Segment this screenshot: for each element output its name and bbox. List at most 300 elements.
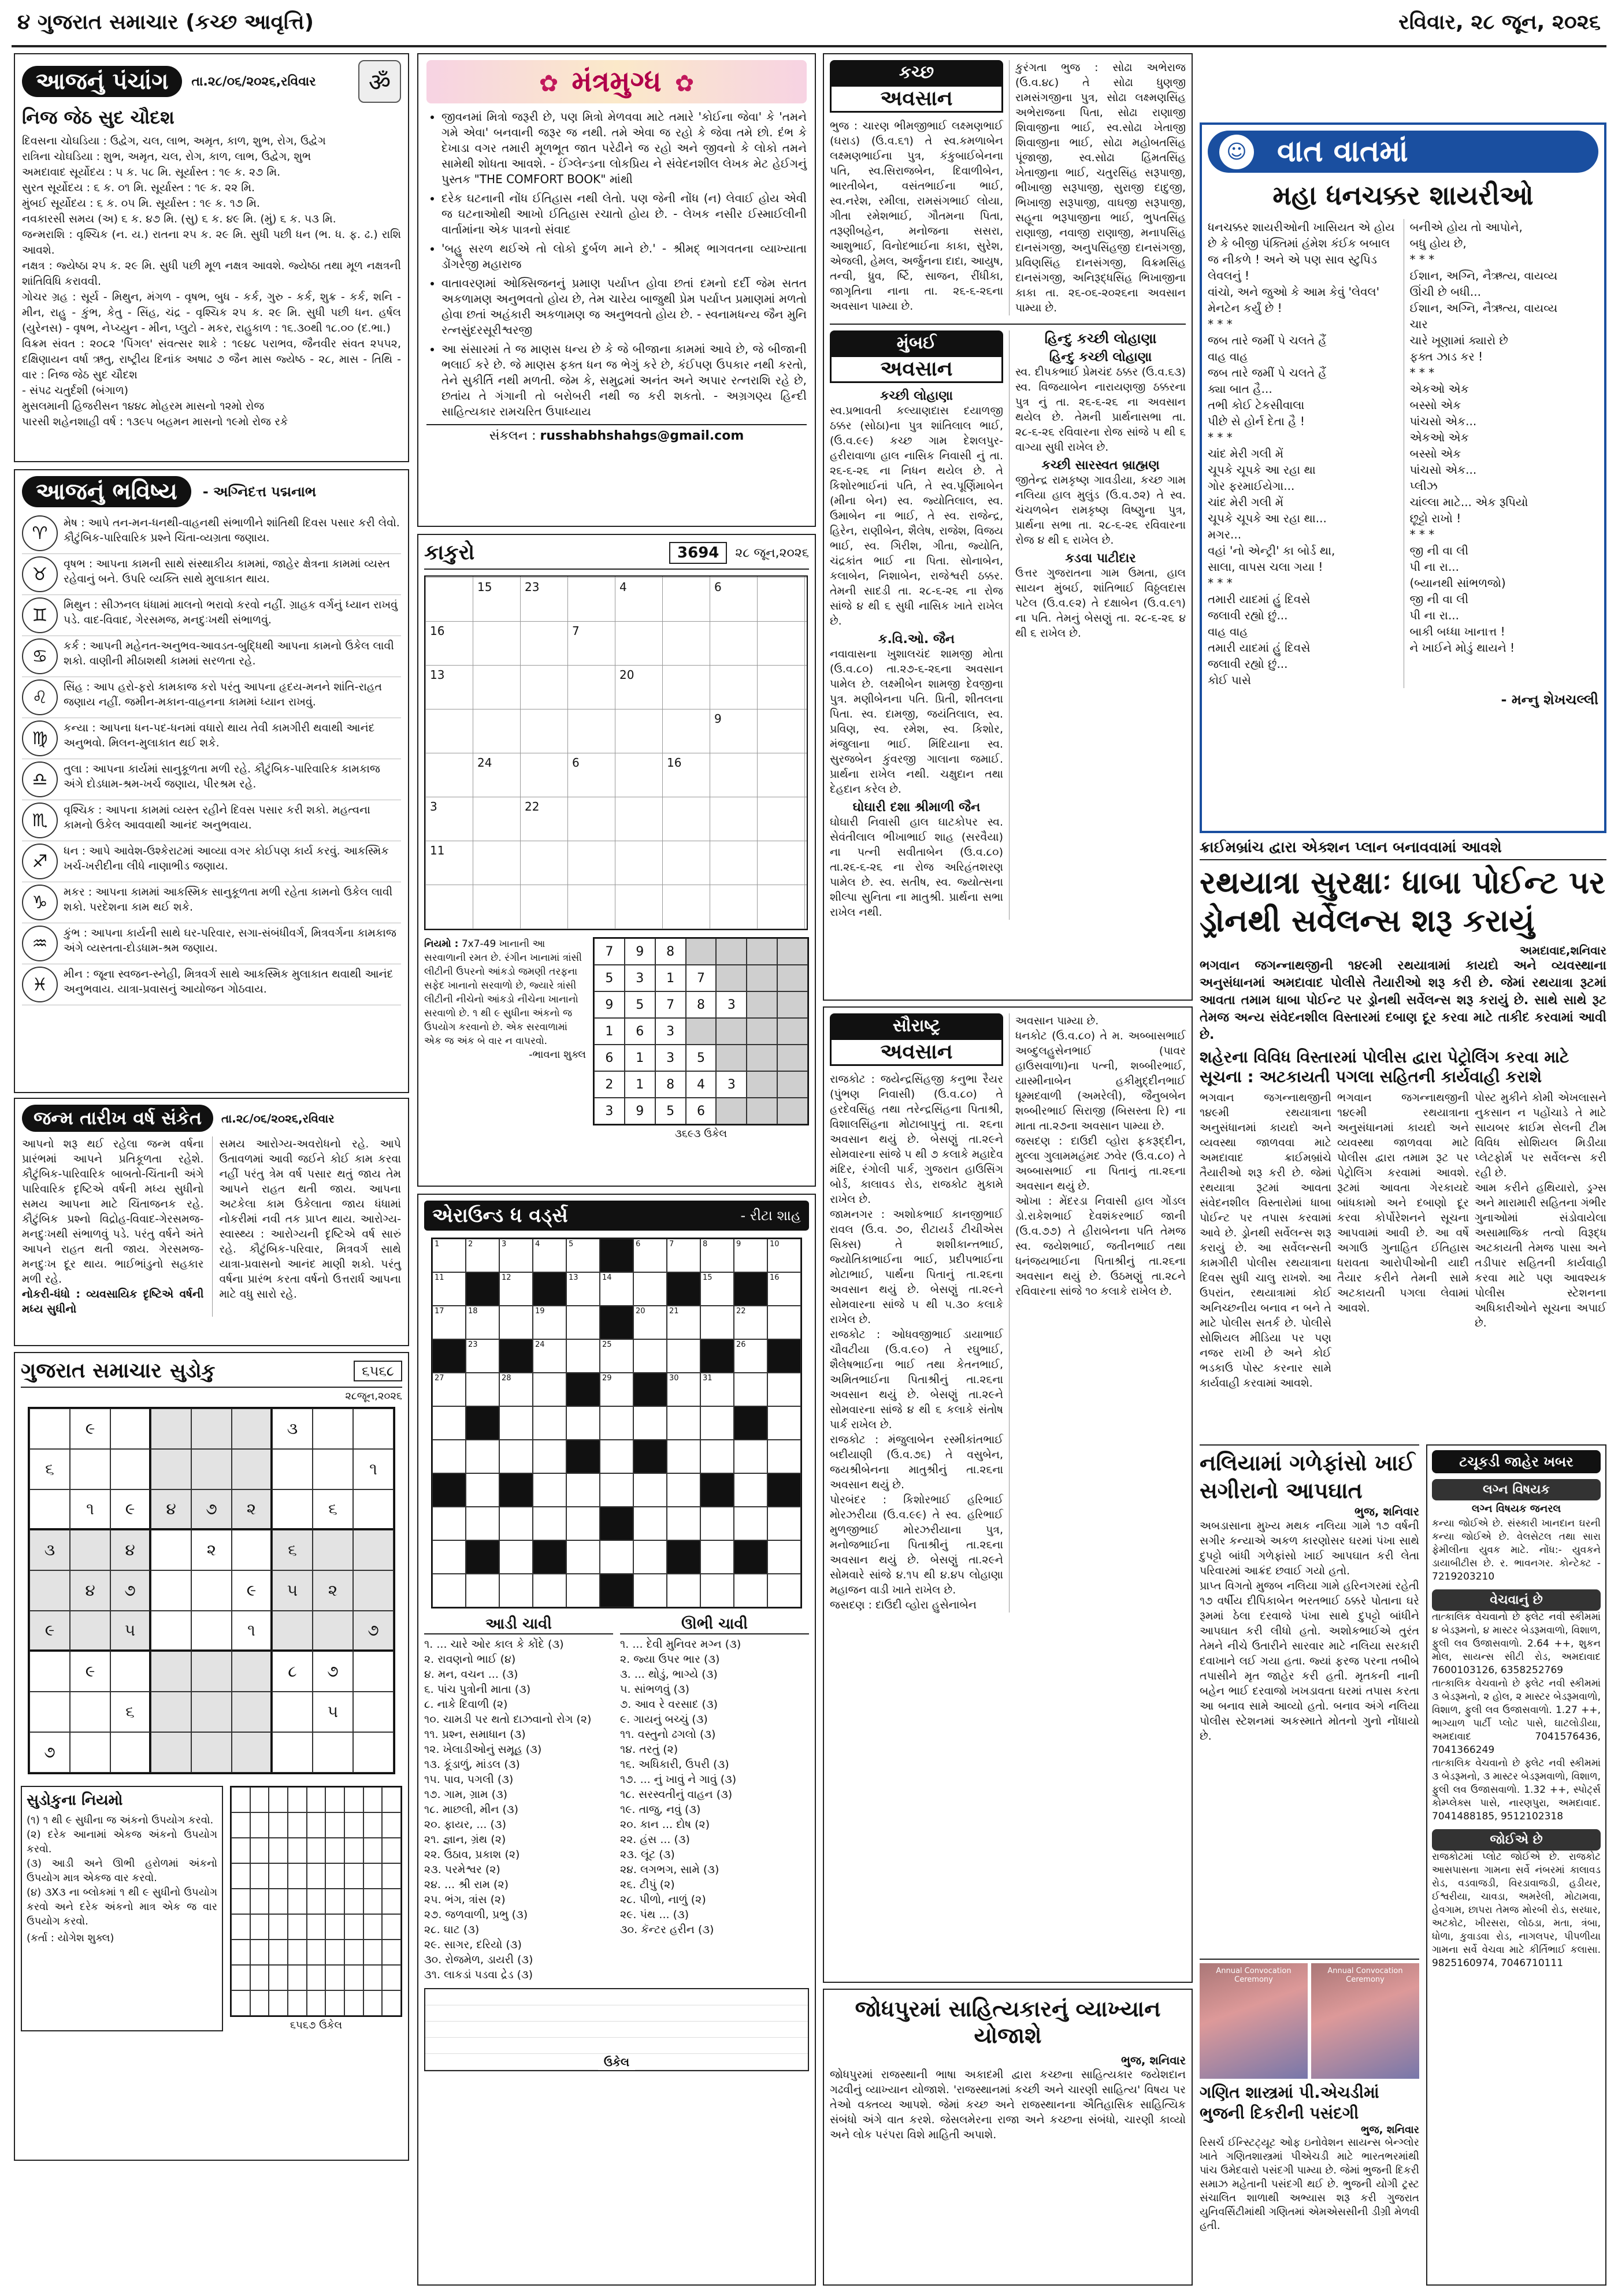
kakuro-clue: 9 <box>714 712 722 726</box>
horoscope-author: - અગ્નિદત્ત પદ્મનાભ <box>202 484 317 500</box>
sudoku-answer-label: ૬૫૬૭ ઉકેલ <box>290 2019 343 2031</box>
sudoku-cell[interactable]: ૭ <box>313 1651 353 1692</box>
horoscope-text: કન્યા : આપના ધન-પદ-ધનમાં વધારો થાય તેવી કામગીરી થવાથી આનંદ અનુભવો. મિલન-મુલાકાત થઈ શકે. <box>64 722 375 749</box>
scales-icon: ♎ <box>22 761 58 797</box>
crossword-block <box>667 1272 700 1306</box>
sudoku-cell[interactable] <box>353 1651 394 1692</box>
crossword-cell[interactable] <box>466 1473 499 1507</box>
crossword-cell[interactable] <box>734 1473 767 1507</box>
crossword-down-title: ઊભી ચાવી <box>620 1615 809 1634</box>
sudoku-answer-cell <box>269 1940 288 1965</box>
crossword-cell[interactable] <box>700 1574 734 1607</box>
crossword-cell[interactable] <box>533 1507 566 1540</box>
sudoku-cell[interactable] <box>151 1651 191 1692</box>
crossword-cell[interactable] <box>432 1239 466 1272</box>
lion-icon: ♌ <box>22 679 58 715</box>
sudoku-cell[interactable] <box>29 1409 70 1449</box>
mantra-email[interactable]: russhabhshahgs@gmail.com <box>540 429 744 443</box>
crossword-cell[interactable] <box>499 1507 533 1540</box>
crossword-cell[interactable] <box>466 1507 499 1540</box>
crossword-cell[interactable] <box>600 1540 633 1574</box>
scorpion-icon: ♏ <box>22 803 58 838</box>
sudoku-answer-cell <box>382 1787 401 1812</box>
panchang-line: વિક્રમ સંવત : ૨૦૮૨ 'પિંગલ' સંવત્સર શાકે : ૧૯૪૮ પરાભવ, જૈનવીર સંવત ૨૫૫૨, દક્ષિણાયન વર્ષા ઋતુ, રાષ્ટ્રીય દિનાંક અષાઢ ૭ જૈન માસ જ્યેષ્ઠ - ૨૮, માસ - તિથિ - વાર : નિજ જેઠ સુદ ચૌદશ <box>22 337 401 381</box>
sudoku-cell[interactable]: ૬ <box>272 1530 313 1570</box>
sudoku-cell[interactable] <box>110 1409 151 1449</box>
crossword-number: 16 <box>770 1273 780 1282</box>
crossword-cell[interactable] <box>700 1540 734 1574</box>
crossword-cell[interactable] <box>533 1473 566 1507</box>
horoscope-text: મેષ : આપે તન-મન-ધનથી-વાહનથી સંભાળીને શાંતિથી દિવસ પસાર કરી લેવો. કૌટુંબિક-પારિવારિક પ્રશ્ને ચિંતા-વ્યગ્રતા જણાય. <box>64 517 400 544</box>
sudoku-cell[interactable]: ૧ <box>70 1489 110 1530</box>
kakuro-clue: 15 <box>477 580 492 594</box>
sudoku-cell[interactable]: ૭ <box>29 1732 70 1773</box>
crossword-cell[interactable] <box>499 1406 533 1440</box>
crossword-cell[interactable] <box>667 1339 700 1373</box>
crossword-block <box>466 1272 499 1306</box>
sudoku-cell[interactable]: ૭ <box>110 1570 151 1611</box>
crossword-cell[interactable] <box>466 1373 499 1406</box>
sudoku-cell[interactable] <box>313 1611 353 1651</box>
sudoku-cell[interactable] <box>191 1732 232 1773</box>
sudoku-cell[interactable]: ૭ <box>353 1611 394 1651</box>
sudoku-cell[interactable]: ૫ <box>110 1611 151 1651</box>
panchang-line: - સંપઢ ચતુર્દશી (બંગાળ) <box>22 384 129 397</box>
horoscope-text: કર્ક : આપની મહેનત-અનુભવ-આવડત-બુદ્ધિથી આપના કામનો ઉકેલ લાવી શકો. વાણીની મીઠાશથી કામમાં સરળતા રહે. <box>64 640 394 667</box>
sudoku-cell[interactable] <box>353 1570 394 1611</box>
crossword-cell[interactable] <box>466 1239 499 1272</box>
crossword-cell[interactable] <box>533 1574 566 1607</box>
crossword-cell[interactable] <box>767 1540 801 1574</box>
sudoku-cell[interactable] <box>151 1530 191 1570</box>
crossword-cell[interactable] <box>633 1272 667 1306</box>
sudoku-cell[interactable]: ૫ <box>272 1570 313 1611</box>
horoscope-row <box>22 923 401 964</box>
kakuro-solution-cell: 5 <box>594 965 625 991</box>
crossword-block <box>734 1540 767 1574</box>
horoscope-text: સિંહ : આપ હરો-ફરો કામકાજ કરો પરંતુ આપના હૃદય-મનને શાંતિ-રાહત જણાય નહીં. જમીન-મકાન-વાહનના કામમાં ધ્યાન રાખવું. <box>64 681 383 708</box>
crossword-cell[interactable] <box>432 1507 466 1540</box>
kakuro-solution-cell <box>777 938 808 965</box>
sudoku-answer-cell <box>344 1889 363 1914</box>
crossword-cell[interactable] <box>700 1373 734 1406</box>
sudoku-cell[interactable] <box>191 1409 232 1449</box>
crossword-number: 11 <box>435 1273 444 1282</box>
sudoku-cell[interactable] <box>232 1449 272 1489</box>
sudoku-cell[interactable] <box>232 1651 272 1692</box>
sudoku-answer-cell <box>382 1889 401 1914</box>
crossword-cell[interactable] <box>633 1339 667 1373</box>
crossword-cell[interactable] <box>700 1406 734 1440</box>
sudoku-cell[interactable]: ૨ <box>232 1489 272 1530</box>
sudoku-cell[interactable]: ૪ <box>151 1489 191 1530</box>
sudoku-cell[interactable]: ૬ <box>110 1692 151 1732</box>
crossword-cell[interactable] <box>633 1306 667 1339</box>
kakuro-solution-cell <box>747 1018 777 1045</box>
sudoku-answer-cell <box>307 1965 326 1990</box>
crossword-number: 21 <box>669 1307 679 1316</box>
sudoku-answer-cell <box>231 1812 250 1838</box>
sudoku-cell[interactable] <box>70 1449 110 1489</box>
sudoku-cell[interactable] <box>191 1611 232 1651</box>
mantra-item: • દરેક ઘટનાની નોંધ ઈતિહાસ નથી લેતો. પણ જેની નોંધ (ન) લેવાઈ હોય એવી જ ઘટનાઓથી આખો ઈતિહાસ રચાતો હોય છે. - લેખક નસીર ઈસ્માઈલીની વાર્તામાંના એક પાત્રનો સંવાદ <box>441 191 807 237</box>
crossword-cell[interactable] <box>767 1574 801 1607</box>
crossword-across-clue: ૪. મન, વચન ... (૩) <box>424 1668 518 1681</box>
crossword-cell[interactable] <box>566 1540 600 1574</box>
rath-article <box>1200 839 1606 1440</box>
crossword-cell[interactable] <box>734 1339 767 1373</box>
sudoku-cell[interactable] <box>353 1409 394 1449</box>
crossword-number: 1 <box>435 1240 440 1249</box>
crossword-block <box>734 1406 767 1440</box>
vaat-box <box>1200 122 1606 833</box>
crossword-cell[interactable] <box>667 1507 700 1540</box>
sudoku-cell[interactable] <box>353 1489 394 1530</box>
sudoku-answer-cell <box>288 1965 307 1990</box>
crossword-cell[interactable] <box>533 1239 566 1272</box>
kakuro-solution-cell <box>716 938 747 965</box>
crossword-cell[interactable] <box>432 1574 466 1607</box>
sudoku-cell[interactable]: ૯ <box>232 1570 272 1611</box>
crossword-cell[interactable] <box>566 1239 600 1272</box>
sudoku-cell[interactable] <box>353 1530 394 1570</box>
sudoku-cell[interactable] <box>191 1692 232 1732</box>
crossword-cell[interactable] <box>499 1272 533 1306</box>
sudoku-cell[interactable] <box>313 1449 353 1489</box>
sudoku-answer-cell <box>363 1863 383 1889</box>
crossword-cell[interactable] <box>667 1239 700 1272</box>
crossword-cell[interactable] <box>566 1306 600 1339</box>
crossword-cell[interactable] <box>432 1440 466 1473</box>
crossword-cell[interactable] <box>667 1473 700 1507</box>
crossword-cell[interactable] <box>466 1306 499 1339</box>
sudoku-cell[interactable]: ૮ <box>272 1651 313 1692</box>
sudoku-cell[interactable] <box>151 1611 191 1651</box>
crossword-across-clue: ૩૦. રોજમેળ, ડાયરી (૩) <box>424 1953 533 1966</box>
sudoku-rule: (૩) આડી અને ઊભી હરોળમાં અંકનો ઉપયોગ માત્ર એકજ વાર કરવો. <box>27 1857 217 1884</box>
sudoku-cell[interactable] <box>232 1409 272 1449</box>
crossword-cell[interactable] <box>734 1507 767 1540</box>
sudoku-cell[interactable] <box>232 1692 272 1732</box>
crossword-cell[interactable] <box>432 1306 466 1339</box>
sudoku-cell[interactable] <box>70 1732 110 1773</box>
crossword-cell[interactable] <box>700 1440 734 1473</box>
sudoku-cell[interactable]: ૨ <box>313 1570 353 1611</box>
sudoku-answer-cell <box>363 1838 383 1863</box>
crossword-cell[interactable] <box>767 1306 801 1339</box>
sudoku-answer-cell <box>250 1940 269 1965</box>
crossword-cell[interactable] <box>734 1373 767 1406</box>
sudoku-cell[interactable] <box>232 1530 272 1570</box>
sudoku-cell[interactable]: ૯ <box>29 1611 70 1651</box>
crossword-cell[interactable] <box>533 1339 566 1373</box>
crossword-cell[interactable] <box>633 1574 667 1607</box>
crossword-down-clue: ૨૯. પંથ ... (૩) <box>620 1908 689 1921</box>
crossword-cell[interactable] <box>499 1574 533 1607</box>
sudoku-cell[interactable] <box>272 1449 313 1489</box>
obit-heading: કચ્છી લોહાણા <box>879 389 953 403</box>
crossword-across-list <box>424 1637 613 1982</box>
crossword-down-clue: ૨૮. પીળો, નાળું (૨) <box>620 1893 706 1906</box>
crossword-cell[interactable] <box>533 1440 566 1473</box>
panchang-title: આજનું પંચાંગ <box>22 66 182 97</box>
kakuro-solution-cell <box>777 991 808 1018</box>
sudoku-cell[interactable] <box>70 1611 110 1651</box>
crossword-cell[interactable] <box>767 1373 801 1406</box>
sudoku-cell[interactable]: ૯ <box>70 1651 110 1692</box>
sudoku-cell[interactable]: ૧ <box>353 1449 394 1489</box>
crossword-cell[interactable] <box>432 1373 466 1406</box>
crossword-cell[interactable] <box>533 1406 566 1440</box>
crossword-cell[interactable] <box>533 1306 566 1339</box>
sudoku-cell[interactable] <box>313 1530 353 1570</box>
crossword-cell[interactable] <box>566 1473 600 1507</box>
sudoku-cell[interactable]: ૪ <box>110 1530 151 1570</box>
crossword-cell[interactable] <box>767 1239 801 1272</box>
sudoku-answer-cell <box>382 1940 401 1965</box>
sudoku-answer-cell <box>363 1812 383 1838</box>
sudoku-cell[interactable]: ૨ <box>191 1530 232 1570</box>
panchang-line: મુસલમાની હિજરીસન ૧૪૪૮ મોહરમ માસનો ૧૨મો રોજ <box>22 400 265 413</box>
kakuro-solution-cell: 8 <box>655 938 686 965</box>
sudoku-cell[interactable]: ૩ <box>29 1530 70 1570</box>
crossword-cell[interactable] <box>700 1239 734 1272</box>
crossword-cell[interactable] <box>700 1272 734 1306</box>
crossword-number: 25 <box>602 1340 612 1349</box>
crossword-cell[interactable] <box>533 1373 566 1406</box>
sudoku-answer-cell <box>288 1889 307 1914</box>
kakuro-clue: 24 <box>477 756 492 770</box>
naliya-dateline: ભુજ, શનિવાર <box>1354 1504 1419 1518</box>
crossword-cell[interactable] <box>734 1306 767 1339</box>
crossword-cell[interactable] <box>600 1473 633 1507</box>
horoscope-row <box>22 513 401 554</box>
crossword-cell[interactable] <box>432 1272 466 1306</box>
crossword-block <box>600 1306 633 1339</box>
sudoku-rule: (૪) ૩X૩ ના બ્લોકમાં ૧ થી ૯ સુધીનો ઉપયોગ કરવો અને દરેક અંકનો માત્ર એક જ વાર ઉપયોગ કરવો. <box>27 1886 217 1927</box>
sudoku-cell[interactable] <box>272 1611 313 1651</box>
classifieds-title: ટચૂકડી જાહેર ખબર <box>1432 1450 1601 1473</box>
crossword-across-clue: ૨૨. ઉઠાવ, પ્રકાશ (૨) <box>424 1848 520 1861</box>
crossword-cell[interactable] <box>600 1339 633 1373</box>
crossword-cell[interactable] <box>767 1406 801 1440</box>
jodhpur-title: જોધપુરમાં સાહિત્યકારનું વ્યાખ્યાન યોજાશે <box>855 1996 1161 2048</box>
crossword-cell[interactable] <box>667 1373 700 1406</box>
panchang-lines <box>22 133 401 430</box>
kakuro-solution-cell <box>747 965 777 991</box>
sudoku-cell[interactable] <box>110 1449 151 1489</box>
crossword-cell[interactable] <box>499 1306 533 1339</box>
sudoku-answer-cell <box>250 1812 269 1838</box>
sudoku-cell[interactable]: ૬ <box>29 1449 70 1489</box>
sudoku-cell[interactable] <box>110 1651 151 1692</box>
crossword-cell[interactable] <box>466 1440 499 1473</box>
sudoku-answer-cell <box>363 1787 383 1812</box>
kakuro-rules: 7x7-49 ખાનાની આ સરવાળાની રમત છે. રંગીન ખાનામાં ત્રાંસી લીટીની ઉપરનો આંકડો જમણી તરફના સફેદ ખાનાનો સરવાળો છે, જ્યારે ત્રાંસી લીટીની નીચેનો આંકડો નીચેના ખાનાનો સરવાળો છે. ૧ થી ૯ સુધીના અંકનો જ ઉપયોગ કરવાનો છે. એક સરવાળામાં એક જ અંક બે વાર ન વાપરવો. <box>424 938 582 1047</box>
horoscope-row <box>22 882 401 923</box>
crossword-cell[interactable] <box>767 1440 801 1473</box>
crossword-down-clue: ૨૬. ટીપું (૨) <box>620 1878 675 1891</box>
crossword-cell[interactable] <box>633 1473 667 1507</box>
sudoku-cell[interactable]: ૫ <box>313 1692 353 1732</box>
crossword-cell[interactable] <box>566 1272 600 1306</box>
obit-body: ઉત્તર ગુજરાતના ગામ ઉમતા, હાલ સાયન મુંબઈ, શાંતિભાઈ વિઠ્ઠલદાસ પટેલ (ઉ.વ.૯૨) તે દક્ષાબેન (ઉ.વ.૯૧) ના પતિ. તેમનું બેસણું તા. ૨૮-૬-૨૬ ૪ થી ૬ રાખેલ છે. <box>1015 567 1186 640</box>
crossword-cell[interactable] <box>767 1272 801 1306</box>
sudoku-cell[interactable] <box>151 1449 191 1489</box>
crossword-cell[interactable] <box>566 1339 600 1373</box>
kakuro-solution-cell <box>747 1071 777 1098</box>
crossword-cell[interactable] <box>700 1306 734 1339</box>
classifieds-box <box>1426 1444 1606 2286</box>
sudoku-cell[interactable] <box>29 1570 70 1611</box>
vaat-col2: બનીએ હોય તો આપોને, બધુ હોય છે, * * * ઈશાન, અગ્નિ, નૈઋત્ય, વાયવ્ય ઊંચી છે બધી... ઈશાન, અગ્નિ, નૈઋત્ય, વાયવ્ય ચાર ચારે ખૂણામાં ક્યારો છે ફક્ત ઝાડ કર ! * * * એકઓ એક બસ્સો એક પાંચસો એક... એકઓ એક બસ્સો એક પાંચસો એક... પ્લીઝ ચાંલ્લા માટે... એક રૂપિયો છૂટ્ટો રાખો ! * * * જી ની વા લી પી ના રા... (બ્યાનથી સાંભળજો) જી ની વા લી પી ના રા... બાકી બધ્ધા ખાનાત્ત ! ને ખાઈને મોડું થાયને ! <box>1404 219 1599 688</box>
sudoku-cell[interactable] <box>272 1732 313 1773</box>
maiden-icon: ♍ <box>22 720 58 756</box>
rath-subhead: શહેરના વિવિધ વિસ્તારમાં પોલીસ દ્વારા પેટ્રોલિંગ કરવા માટે <box>1200 1047 1569 1067</box>
sudoku-cell[interactable] <box>353 1692 394 1732</box>
sudoku-cell[interactable] <box>232 1732 272 1773</box>
sudoku-answer-cell <box>231 1965 250 1990</box>
crossword-cell[interactable] <box>566 1406 600 1440</box>
kakuro-solution-cell: 3 <box>594 1098 625 1124</box>
kutch-header-top: કચ્છ <box>830 60 1003 85</box>
kakuro-solution-label: ૩૬૯૩ ઉકેલ <box>674 1128 728 1140</box>
crossword-cell[interactable] <box>667 1306 700 1339</box>
crossword-cell[interactable] <box>633 1239 667 1272</box>
phd-dateline: ભુજ, શનિવાર <box>1361 2124 1419 2136</box>
horoscope-row <box>22 636 401 677</box>
sudoku-answer-cell <box>344 1787 363 1812</box>
sudoku-cell[interactable] <box>191 1651 232 1692</box>
sudoku-brand: ગુજરાત સમાચાર <box>21 1359 162 1383</box>
sudoku-answer-cell <box>325 1812 344 1838</box>
crossword-number: 23 <box>468 1340 478 1349</box>
rath-kicker: ક્રાઈમબ્રાંચ દ્વારા એક્શન પ્લાન બનાવવામાં આવશે <box>1200 839 1606 860</box>
horoscope-text: મકર : આપના કામમાં આકસ્મિક સાનુકૂળતા મળી રહેતા કામનો ઉકેલ લાવી શકો. પરદેશના કામ થઈ શકે. <box>64 886 393 913</box>
kutch-header-bottom: અવસાન <box>830 85 1003 113</box>
sudoku-cell[interactable]: ૪ <box>70 1570 110 1611</box>
sudoku-cell[interactable] <box>70 1692 110 1732</box>
crossword-down-clue: ૨૦. કાન ... દોષ (૨) <box>620 1818 710 1831</box>
crossword-author: - રીટા શાહ <box>740 1208 801 1224</box>
classified-section-head: લગ્ન વિષયક <box>1432 1479 1601 1500</box>
crossword-cell[interactable] <box>600 1406 633 1440</box>
horoscope-row <box>22 759 401 800</box>
crossword-cell[interactable] <box>566 1574 600 1607</box>
sudoku-cell[interactable] <box>110 1732 151 1773</box>
sudoku-cell[interactable] <box>272 1692 313 1732</box>
sudoku-answer-cell <box>288 1863 307 1889</box>
crossword-cell[interactable] <box>734 1574 767 1607</box>
horoscope-list <box>22 513 401 1005</box>
kakuro-solution-cell: 5 <box>655 1098 686 1124</box>
sudoku-answer-cell <box>250 1990 269 2016</box>
sudoku-cell[interactable]: ૬ <box>313 1489 353 1530</box>
sudoku-cell[interactable] <box>151 1570 191 1611</box>
crossword-cell[interactable] <box>600 1440 633 1473</box>
sudoku-cell[interactable] <box>151 1732 191 1773</box>
panchang-line: દિવસના ચોઘડિયા : ઉદ્વેગ, ચલ, લાભ, અમૃત, કાળ, શુભ, રોગ, ઉદ્વેગ <box>22 135 326 147</box>
mantra-email-label: સંકલન : <box>489 429 536 443</box>
lotus-icon: ✿ <box>539 70 559 97</box>
crossword-across-clue: ૨૩. પરમેશ્વર (૨) <box>424 1863 500 1876</box>
crossword-cell[interactable] <box>499 1540 533 1574</box>
sudoku-cell[interactable] <box>29 1692 70 1732</box>
crossword-cell[interactable] <box>734 1239 767 1272</box>
crossword-cell[interactable] <box>466 1339 499 1373</box>
crossword-cell[interactable] <box>499 1440 533 1473</box>
sudoku-cell[interactable] <box>313 1732 353 1773</box>
kakuro-solution-cell: 4 <box>686 1071 717 1098</box>
sudoku-answer-cell <box>288 1787 307 1812</box>
crossword-down-clue: ૨૨. હંસ ... (૩) <box>620 1833 690 1846</box>
sudoku-cell[interactable]: ૯ <box>110 1489 151 1530</box>
sudoku-cell[interactable] <box>191 1449 232 1489</box>
crossword-number: 19 <box>535 1307 545 1316</box>
crossword-cell[interactable] <box>432 1406 466 1440</box>
sudoku-cell[interactable]: ૭ <box>191 1489 232 1530</box>
crossword-cell[interactable] <box>633 1406 667 1440</box>
sudoku-cell[interactable] <box>272 1489 313 1530</box>
sudoku-answer-cell <box>307 1863 326 1889</box>
crossword-cell[interactable] <box>667 1406 700 1440</box>
sudoku-cell[interactable]: ૧ <box>232 1611 272 1651</box>
sudoku-cell[interactable] <box>191 1570 232 1611</box>
kakuro-clue: 11 <box>430 844 445 857</box>
sudoku-cell[interactable]: ૯ <box>70 1409 110 1449</box>
sudoku-cell[interactable] <box>353 1732 394 1773</box>
crossword-cell[interactable] <box>499 1239 533 1272</box>
sudoku-cell[interactable] <box>29 1651 70 1692</box>
sudoku-cell[interactable] <box>29 1489 70 1530</box>
sudoku-cell[interactable] <box>70 1530 110 1570</box>
crossword-cell[interactable] <box>600 1373 633 1406</box>
crossword-cell[interactable] <box>767 1507 801 1540</box>
sudoku-answer-cell <box>344 1812 363 1838</box>
crossword-cell[interactable] <box>734 1440 767 1473</box>
crossword-cell[interactable] <box>667 1574 700 1607</box>
crossword-cell[interactable] <box>432 1540 466 1574</box>
sudoku-rules-title: સુડોકુના નિયમો <box>27 1792 123 1809</box>
sudoku-cell[interactable] <box>151 1409 191 1449</box>
kutch-lead: ભુજ : ચારણ ભીમજીભાઈ લક્ષ્મણભાઈ (ઘરાડ) (ઉ.વ.૬૧) તે સ્વ.કમળાબેન લક્ષ્મણભાઈના પુત્ર, કંકુબાઈબેનના પતિ, સ્વ.સિરાજબેન, દિવાળીબેન, ભારતીબેન, વસંતભાઈના ભાઈ, સ્વ.નરેશ, રમીલા, રામસંગભાઈ લોયા, ગીતા રમેશભાઈ, ગૌતમના પિતા, તરૂણીબહેન, મનોજના સસરા, આશુભાઈ, વિનોદભાઈના કાકા, સુરેશ, એજલી, હેમલ, અર્જુનના દાદા, આયુષ, તન્વી, ધ્રુવ, ર્ષ્ટિ, સાજન, રીંધીકા, જાગૃતિના નાના તા. ૨૬-૬-૨૬ના અવસાન પામ્યા છે. <box>830 120 1003 313</box>
vaat-author: - મન્નુ શેખચલ્લી <box>1501 692 1598 708</box>
crossword-cell[interactable] <box>600 1272 633 1306</box>
sudoku-answer-cell <box>382 1990 401 2016</box>
crossword-cell[interactable] <box>633 1507 667 1540</box>
crossword-cell[interactable] <box>566 1507 600 1540</box>
vaat-subtitle: મહા ધનચક્કર શાયરીઓ <box>1272 180 1534 211</box>
horoscope-row <box>22 964 401 1005</box>
sudoku-answer-cell <box>288 1990 307 2016</box>
sudoku-answer-cell <box>325 1990 344 2016</box>
sudoku-answer-cell <box>288 1812 307 1838</box>
sudoku-cell[interactable] <box>151 1692 191 1732</box>
sudoku-cell[interactable]: ૩ <box>272 1409 313 1449</box>
crossword-cell[interactable] <box>633 1540 667 1574</box>
crossword-cell[interactable] <box>466 1574 499 1607</box>
crossword-cell[interactable] <box>499 1373 533 1406</box>
kakuro-solution-cell: 6 <box>594 1045 625 1071</box>
sudoku-cell[interactable] <box>313 1409 353 1449</box>
crab-icon: ♋ <box>22 638 58 674</box>
crossword-cell[interactable] <box>667 1440 700 1473</box>
crossword-cell[interactable] <box>700 1507 734 1540</box>
kakuro-clue: 7 <box>572 624 580 638</box>
rath-col3: પોસ્ટ મુકીને કોમી એખલાસને નુકસાન ન પહોંચાડે તે માટે સાયબર ક્રાઈમ સેલની ટીમ વિવિધ સોશિયલ મિડીયા પ્લેટફોર્મ પર સર્વેલન્સ કરી રહી છે. આમ કરીને હથિયારો, ડ્રગ્સ અને મારામારી સહિતના ગંભીર ગુનાઓમાં સંડોવાયેલા અસામાજિક તત્વો વિરૂદ્ધ અટકાયતી તેમજ પાસા અને તડીપાર સહિતની કાર્યવાહી કરવા માટે પણ આવશ્યક પોલીસ સ્ટેશનના અધિકારીઓને સૂચના અપાઈ છે. <box>1475 1091 1606 1329</box>
classified-section-head: વેચવાનું છે <box>1432 1589 1601 1611</box>
sudoku-answer-cell <box>382 1965 401 1990</box>
